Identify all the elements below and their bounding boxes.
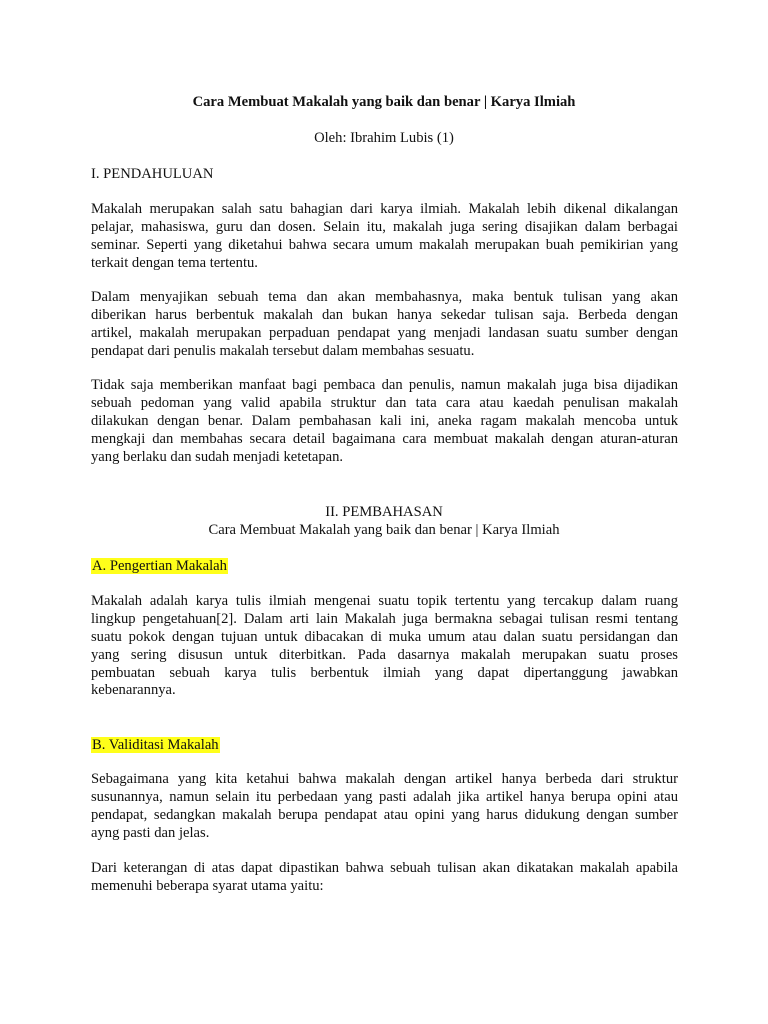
text-line: pelajar, mahasiswa, guru dan dosen. Selain itu, makalah juga sering disajikan dalam berbagai (91, 218, 678, 235)
paragraph (91, 860, 678, 896)
document-title: Cara Membuat Makalah yang baik dan benar | Karya Ilmiah (192, 94, 576, 110)
subsection-heading-b (91, 736, 220, 754)
text-line: kebenarannya. (91, 682, 176, 699)
paragraph (91, 593, 678, 700)
text-line: diberikan harus berbentuk makalah dan bukan hanya sekedar tulisan saja. Berbeda dengan (91, 306, 678, 323)
text-line: yang berlaku dan sudah menjadi ketetapan. (91, 448, 344, 465)
document-author: Oleh: Ibrahim Lubis (1) (314, 130, 454, 146)
text-line: yang sering disusun untuk diterbitkan. Pada dasarnya makalah merupakan suatu proses (91, 646, 678, 663)
paragraph (91, 377, 678, 466)
text-line: Dari keterangan di atas dapat dipastikan bahwa sebuah tulisan akan dikatakan makalah apabila (91, 860, 678, 876)
text-line: pembuatan sebuah karya tulis berbentuk ilmiah yang dapat dipertanggung jawabkan (91, 664, 678, 681)
text-line: susunannya, namun selain itu perbedaan yang pasti adalah jika artikel hanya berupa opini atau (91, 788, 678, 805)
text-line: Makalah merupakan salah satu bahagian dari karya ilmiah. Makalah lebih dikenal dikalangan (91, 201, 678, 217)
text-line: lingkup pengetahuan[2]. Dalam arti lain Makalah juga bermakna sebagai tulisan resmi tentang (91, 610, 678, 627)
paragraph (91, 771, 678, 843)
text-line: memenuhi beberapa syarat utama yaitu: (91, 877, 324, 894)
text-line: dilakukan dengan benar. Dalam pembahasan kali ini, aneka ragam makalah mencoba untuk (91, 412, 678, 429)
highlighted-heading-text: A. Pengertian Makalah (92, 558, 227, 574)
text-line: ayng pasti dan jelas. (91, 824, 210, 841)
text-line: seminar. Seperti yang diketahui bahwa secara umum makalah merupakan buah pemikirian yang (91, 236, 678, 253)
subsection-heading-a (91, 557, 228, 575)
text-line: terkait dengan tema tertentu. (91, 254, 258, 271)
paragraph (91, 289, 678, 361)
text-line: Tidak saja memberikan manfaat bagi pembaca dan penulis, namun makalah juga bisa dijadikan (91, 377, 678, 393)
text-line: suatu pokok dengan tujuan untuk dibacakan di muka umum atau dalan suatu persidangan dan (91, 628, 678, 645)
paragraph (91, 201, 678, 273)
text-line: mengkaji dan membahas secara detail bagaimana cara membuat makalah dengan aturan-aturan (91, 430, 678, 447)
text-line: Sebagaimana yang kita ketahui bahwa makalah dengan artikel hanya berbeda dari struktur (91, 771, 678, 787)
text-line: pendapat dari penulis makalah tersebut dalam membahas sesuatu. (91, 342, 475, 359)
section-subtitle: Cara Membuat Makalah yang baik dan benar | Karya Ilmiah (208, 522, 560, 538)
text-line: Makalah adalah karya tulis ilmiah mengenai suatu topik tertentu yang tercakup dalam ruang (91, 593, 678, 609)
text-line: artikel, makalah merupakan perpaduan pendapat yang menjadi landasan suatu sumber dengan (91, 324, 678, 341)
section-heading-pendahuluan: I. PENDAHULUAN (91, 166, 214, 182)
text-line: Dalam menyajikan sebuah tema dan akan membahasnya, maka bentuk tulisan yang akan (91, 289, 678, 305)
highlighted-heading-text: B. Validitasi Makalah (92, 737, 219, 753)
text-line: sebuah pedoman yang valid apabila struktur dan tata cara atau kaedah penulisan makalah (91, 394, 678, 411)
section-heading-pembahasan: II. PEMBAHASAN (325, 504, 443, 520)
text-line: pendapat, sedangkan makalah berupa pendapat atau opini yang harus didukung dengan sumber (91, 806, 678, 823)
